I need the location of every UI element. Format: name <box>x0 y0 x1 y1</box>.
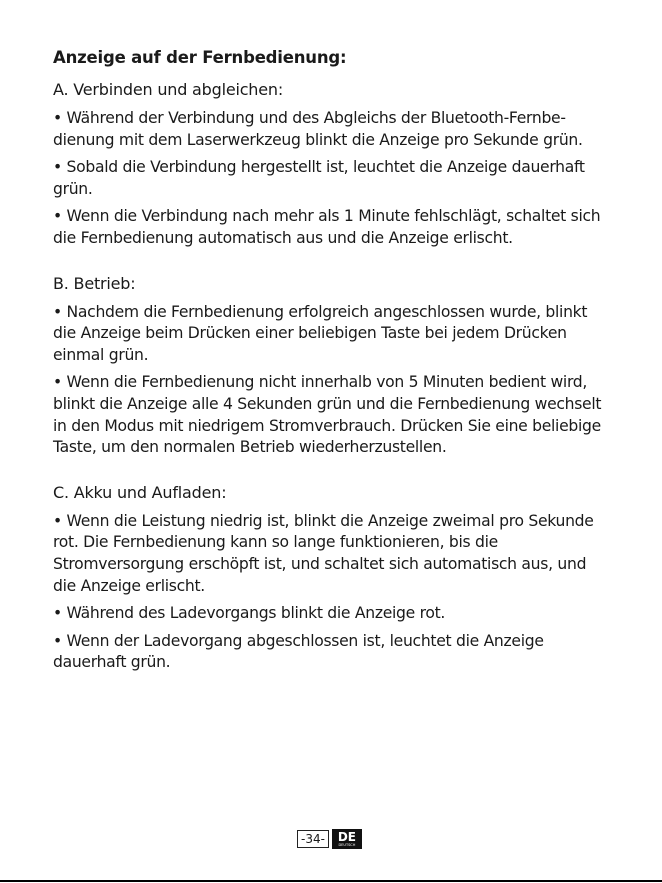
paragraph: • Nachdem die Fernbedienung erfolgreich angeschlossen wurde, blinkt die Anzeige beim Drücken einer beliebigen Taste bei jedem Drücken einmal grün. <box>53 302 588 364</box>
section-operation <box>53 272 613 459</box>
paragraph: • Wenn die Verbindung nach mehr als 1 Minute fehlschlägt, schaltet sich die Fernbedienung automatisch aus und die Anzeige erlischt. <box>53 207 601 247</box>
section-title-operation: B. Betrieb: <box>53 273 136 293</box>
language-code: DE <box>337 830 357 844</box>
page-number: -34- <box>297 830 329 848</box>
bottom-rule <box>0 880 662 882</box>
paragraph: • Wenn der Ladevorgang abgeschlossen ist, leuchtet die Anzeige dauerhaft grün. <box>53 631 544 672</box>
section-spacer <box>53 465 613 481</box>
paragraph: • Sobald die Verbindung hergestellt ist, leuchtet die Anzeige dauerhaft grün. <box>53 158 585 198</box>
paragraph: • Wenn die Fernbedienung nicht innerhalb von 5 Minuten bedient wird, blinkt die Anzeige alle 4 Sekunden grün und die Fernbedienung wechselt in den Modus mit niedrigem Stromverbrauch. Drücken Sie eine beliebige Taste, um den normalen Betrieb wiederherzustellen. <box>53 373 602 457</box>
manual-page <box>53 46 613 680</box>
section-battery <box>53 481 613 674</box>
paragraph: • Wenn die Leistung niedrig ist, blinkt die Anzeige zweimal pro Sekunde rot. Die Fernbedienung kann so lange funktionieren, bis die Stromversorgung erschöpft ist, und schaltet sich automatisch aus, und die Anzeige erlischt. <box>53 511 594 595</box>
language-name: DEUTSCH <box>338 843 356 847</box>
section-connect <box>53 78 613 250</box>
page-footer <box>297 829 362 849</box>
page-heading: Anzeige auf der Fernbedienung: <box>53 48 347 67</box>
paragraph: • Während des Ladevorgangs blinkt die Anzeige rot. <box>53 604 446 623</box>
section-title-connect: A. Verbinden und abgleichen: <box>53 80 284 99</box>
section-spacer <box>53 256 613 272</box>
language-badge <box>332 829 362 849</box>
section-title-battery: C. Akku und Aufladen: <box>53 482 227 502</box>
paragraph: • Während der Verbindung und des Abgleichs der Bluetooth-Fernbe-dienung mit dem Laserwerkzeug blinkt die Anzeige pro Sekunde grün. <box>53 109 583 149</box>
